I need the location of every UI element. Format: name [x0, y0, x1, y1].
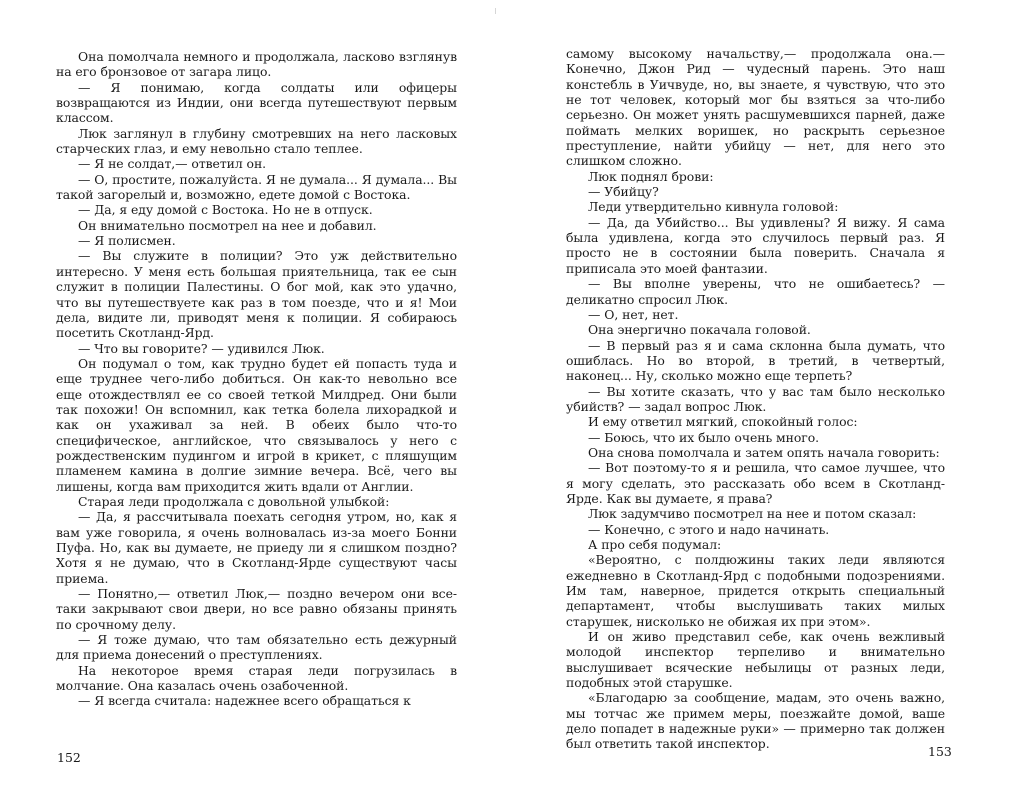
- paragraph: «Вероятно, с полдюжины таких леди являются ежедневно в Скотланд-Ярд с подобными подозрениями. Им там, наверное, придется открыть специальный департамент, чтобы выслушивать таких милых старушек, нисколько не обижая их при этом».: [566, 552, 945, 629]
- paragraph: — Я не солдат,— ответил он.: [78, 156, 267, 172]
- paragraph: Леди утвердительно кивнула головой:: [588, 199, 839, 215]
- paragraph: — Вы хотите сказать, что у вас там было несколько убийств? — задал вопрос Люк.: [566, 383, 945, 414]
- paragraph: А про себя подумал:: [588, 537, 722, 552]
- paragraph: И ему ответил мягкий, спокойный голос:: [588, 414, 858, 430]
- paragraph: Она энергично покачала головой.: [588, 322, 811, 338]
- left-page-text: [56, 49, 457, 709]
- paragraph: — Да, да Убийство... Вы удивлены? Я вижу. Я сама была удивлена, когда это случилось первый раз. Я просто не в состоянии была поверить. Сначала я приписала это моей фантазии.: [566, 214, 945, 276]
- paragraph: — Да, я еду домой с Востока. Но не в отпуск.: [78, 202, 373, 218]
- paragraph: Он внимательно посмотрел на нее и добавил.: [78, 217, 377, 233]
- paragraph: — Я полисмен.: [78, 233, 176, 249]
- page-number-left: 152: [57, 750, 81, 765]
- paragraph: — Да, я рассчитывала поехать сегодня утром, но, как я вам уже говорила, я очень волновалась из-за моего Бонни Пуфа. Но, как вы думаете, не приеду ли я слишком поздно? Хотя я не думаю, что в Скотланд-Ярде существуют часы приема.: [56, 509, 457, 586]
- paragraph: — Понятно,— ответил Люк,— поздно вечером они все-таки закрывают свои двери, но все равно обязаны принять по срочному делу.: [56, 586, 457, 632]
- paragraph: Она помолчала немного и продолжала, ласково взглянув на его бронзовое от загара лицо.: [56, 49, 457, 80]
- paragraph: — Конечно, с этого и надо начинать.: [588, 521, 830, 537]
- paragraph: Люк задумчиво посмотрел на нее и потом сказал:: [588, 506, 917, 522]
- paragraph: — Боюсь, что их было очень много.: [588, 429, 819, 445]
- paragraph: — Что вы говорите? — удивился Люк.: [78, 340, 325, 356]
- right-page-text: [566, 46, 945, 752]
- paragraph: Люк заглянул в глубину смотревших на него ласковых старческих глаз, и ему невольно стало теплее.: [56, 125, 457, 157]
- paragraph: — Я понимаю, когда солдаты или офицеры возвращаются из Индии, они всегда путешествуют первым классом.: [56, 79, 457, 126]
- paragraph: — Я всегда считала: надежнее всего обращаться к: [78, 693, 411, 709]
- paragraph: На некоторое время старая леди погрузилась в молчание. Она казалась очень озабоченной.: [56, 662, 457, 694]
- gutter-mark: [495, 8, 500, 14]
- paragraph: — Вот поэтому-то я и решила, что самое лучшее, что я могу сделать, это рассказать обо всем в Скотланд-Ярде. Как вы думаете, я права?: [566, 460, 945, 506]
- paragraph: Люк поднял брови:: [588, 168, 714, 184]
- paragraph: — В первый раз я и сама склонна была думать, что ошиблась. Но во второй, в третий, в четвертый, наконец... Ну, сколько можно еще терпеть?: [566, 337, 945, 384]
- paragraph: — О, нет, нет.: [588, 306, 679, 322]
- paragraph: И он живо представил себе, как очень вежливый молодой инспектор терпеливо и внимательно выслушивает всяческие небылицы от разных леди, подобных этой старушке.: [566, 629, 945, 691]
- paragraph: — Убийцу?: [588, 184, 659, 200]
- paragraph: Старая леди продолжала с довольной улыбкой:: [78, 493, 390, 509]
- paragraph: Она снова помолчала и затем опять начала говорить:: [588, 444, 940, 460]
- paragraph: Он подумал о том, как трудно будет ей попасть туда и еще труднее чего-либо добиться. Он как-то невольно все еще отождествлял ее со своей теткой Милдред. Они были так похожи! Он вспомнил, как тетка болела лихорадкой и как он ухаживал за ней. В обеих было что-то специфическое, английское, что связывалось у него с рождественским пудингом и игрой в крикет, с пляшущим пламенем камина в долгие зимние вечера. Всё, чего вы лишены, когда вам приходится жить вдали от Англии.: [56, 355, 457, 494]
- paragraph: — Я тоже думаю, что там обязательно есть дежурный для приема донесений о преступлениях.: [56, 632, 457, 663]
- paragraph: — О, простите, пожалуйста. Я не думала... Я думала... Вы такой загорелый и, возможно, едете домой с Востока.: [56, 171, 457, 203]
- paragraph: «Благодарю за сообщение, мадам, это очень важно, мы тотчас же примем меры, поезжайте домой, ваше дело попадет в надежные руки» — примерно так должен был ответить такой инспектор.: [566, 690, 945, 752]
- left-page: [0, 0, 504, 800]
- paragraph-continuation: самому высокому начальству,— продолжала она.— Конечно, Джон Рид — чудесный парень. Это наш констебль в Уичвуде, но, вы знаете, я чувствую, что это не тот человек, который мог бы взяться за что-либо серьезно. Он может унять расшумевшихся парней, даже поймать мелких воришек, но раскрыть серьезное преступление, найти убийцу — нет, для него это слишком сложно.: [566, 46, 945, 169]
- right-page: [504, 0, 1009, 800]
- paragraph: — Вы служите в полиции? Это уж действительно интересно. У меня есть большая приятельница, так ее сын служит в полиции Палестины. О бог мой, как это удачно, что вы путешествуете как раз в том поезде, что и я! Мои дела, видите ли, приводят меня к полиции. Я собираюсь посетить Скотланд-Ярд.: [56, 248, 457, 341]
- page-number-right: 153: [928, 744, 952, 759]
- paragraph: — Вы вполне уверены, что не ошибаетесь? — деликатно спросил Люк.: [566, 276, 945, 307]
